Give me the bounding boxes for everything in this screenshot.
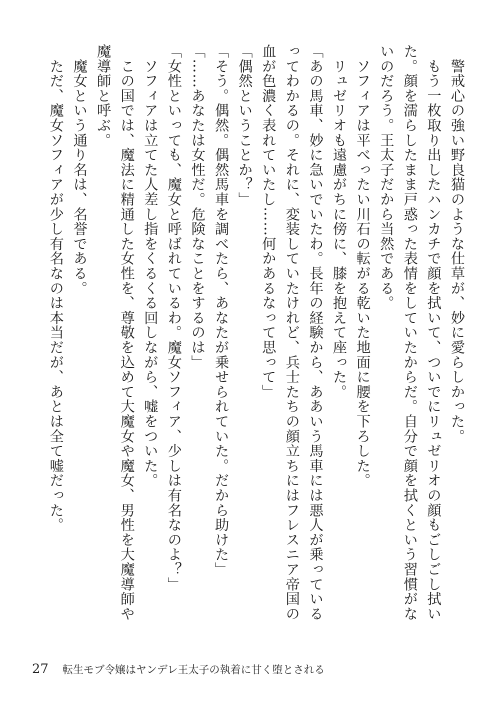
- page-number: 27: [32, 662, 49, 677]
- paragraph: 「……あなたは女性だ。危険なことをするのは」: [189, 44, 206, 370]
- paragraph: ただ、魔女ソフィアが少し有名なのは本当だが、あとは全て嘘だった。: [47, 44, 64, 533]
- paragraph: ソフィアは平べったい川石の転がる乾いた地面に腰を下ろした。: [354, 44, 371, 488]
- running-title: 転生モブ令嬢はヤンデレ王太子の執着に甘く堕とされる: [62, 664, 325, 676]
- paragraph: リュゼリオも遠慮がちに傍に、膝を抱えて座った。: [331, 44, 348, 400]
- paragraph: 「女性といっても、魔女と呼ばれているわ。魔女ソフィア、少しは有名なのよ？」: [165, 44, 182, 592]
- paragraph: 「そう。偶然。偶然馬車を調べたら、あなたが乗せられていた。だから助けた」: [213, 44, 230, 577]
- paragraph: 「あの馬車、妙に急いでいたわ。長年の経験から、ああいう馬車には悪人が乗っているってわかるの。それに、変装していたけれど、兵士たちの顔立ちにはフレスニア帝国の血が色濃く表れていたし……何かあるなって思って」: [260, 44, 324, 622]
- paragraph: 「偶然ということか？」: [236, 44, 253, 207]
- paragraph: この国では、魔法に精通した女性を、尊敬を込めて大魔女や魔女、男性を大魔導師や魔導師と呼ぶ。: [95, 44, 135, 622]
- paragraph: ソフィアは立てた人差し指をくるくる回しながら、嘘をついた。: [142, 44, 159, 488]
- paragraph: もう一枚取り出したハンカチで顔を拭いて、ついでにリュゼリオの顔もごしごし拭いた。顔を濡らしたまま戸惑った表情をしていたからだ。自分で顔を拭くという習慣がないのだろう。王太子だから当然である。: [378, 44, 442, 622]
- paragraph: 魔女という通り名は、名誉である。: [71, 44, 88, 296]
- paragraph: 警戒心の強い野良猫のような仕草が、妙に愛らしかった。: [449, 44, 465, 444]
- page-footer: [32, 662, 325, 677]
- body-text: [28, 44, 468, 624]
